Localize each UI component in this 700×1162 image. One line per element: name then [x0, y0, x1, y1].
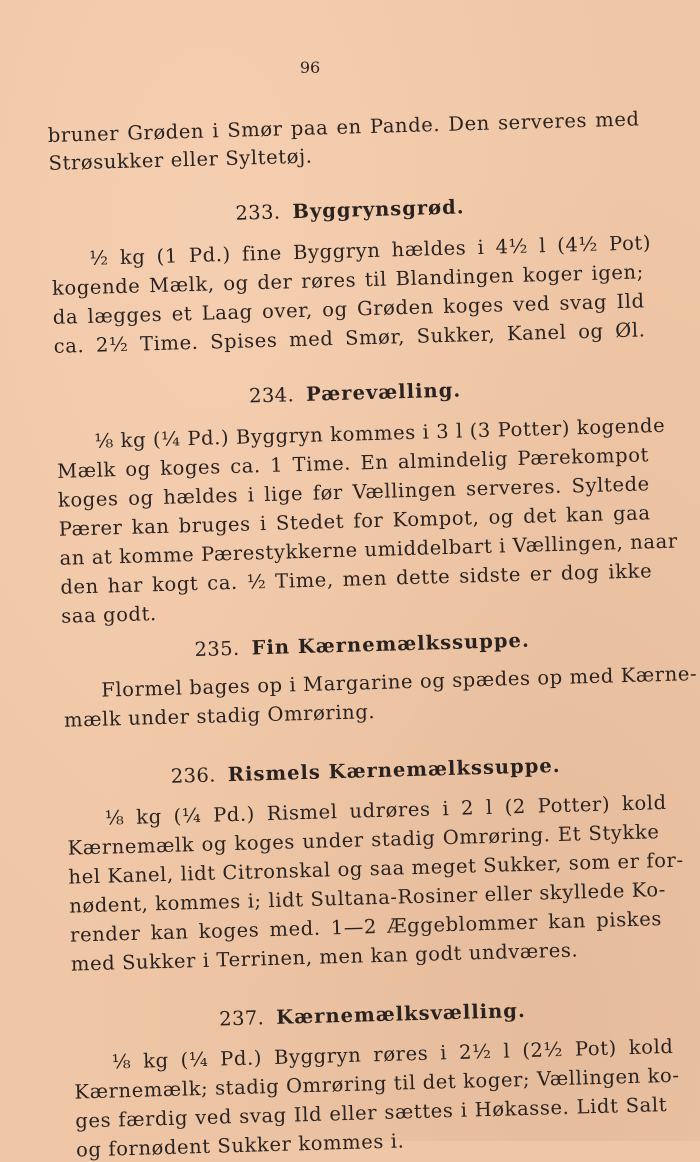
recipe-number: 236.	[170, 763, 217, 788]
recipe-line: og fornødent Sukker kommes i.	[75, 1129, 405, 1162]
recipe-title: Rismels Kærnemælkssuppe.	[227, 753, 561, 787]
page-number: 96	[299, 58, 321, 77]
recipe-number: 233.	[235, 200, 281, 225]
recipe-line: Kærnemælk og koges under stadig Omrøring. Et Stykke	[67, 820, 660, 860]
recipe-line: Mælk og koges ca. 1 Time. En almindelig Pærekompot	[56, 443, 650, 483]
recipe-number: 237.	[218, 1006, 265, 1031]
recipe-title: Fin Kærnemælkssuppe.	[251, 628, 531, 660]
recipe-line: koges og hældes i lige før Vællingen serveres. Syltede	[57, 472, 651, 512]
recipe-line: Pærer kan bruges i Stedet for Kompot, og det kan gaa	[58, 501, 651, 541]
intro-line: bruner Grøden i Smør paa en Pande. Den serveres med	[47, 107, 640, 147]
recipe-line: Kærnemælk; stadig Omrøring til det koger; Vællingen ko-	[74, 1063, 680, 1104]
recipe-line: render kan koges med. 1—2 Æggeblommer kan piskes	[69, 907, 663, 947]
recipe-heading-233	[50, 190, 650, 230]
recipe-heading-235	[62, 625, 662, 665]
recipe-heading-237	[72, 995, 672, 1035]
recipe-title: Byggrynsgrød.	[292, 195, 465, 224]
recipe-line: saa godt.	[60, 602, 158, 628]
recipe-line: nødent, kommes i; lidt Sultana-Rosiner eller skyllede Ko-	[68, 877, 667, 918]
intro-line: Strøsukker eller Syltetøj.	[48, 144, 313, 175]
recipe-line: Flormel bages op i Margarine og spædes op med Kærne-	[100, 662, 698, 702]
recipe-line: an at komme Pærestykkerne umiddelbart i Vællingen, naar	[59, 529, 679, 570]
recipe-line: kogende Mælk, og der røres til Blandingen koger igen;	[51, 260, 645, 300]
recipe-title: Kærnemælksvælling.	[275, 998, 527, 1029]
recipe-heading-234	[55, 373, 655, 413]
recipe-line: ½ kg (1 Pd.) fine Byggryn hældes i 4½ l (4½ Pot)	[88, 231, 652, 270]
recipe-line: ges færdig ved svag Ild eller sættes i Høkasse. Lidt Salt	[74, 1093, 668, 1133]
recipe-title: Pærevælling.	[305, 378, 462, 406]
recipe-line: ⅛ kg (¼ Pd.) Byggryn kommes i 3 l (3 Potter) kogende	[94, 413, 666, 453]
recipe-heading-236	[65, 751, 665, 791]
recipe-number: 234.	[248, 383, 295, 408]
recipe-line: hel Kanel, lidt Citronskal og saa meget Sukker, som er for-	[68, 848, 684, 889]
recipe-line: ca. 2½ Time. Spises med Smør, Sukker, Kanel og Øl.	[53, 318, 646, 358]
recipe-line: ⅛ kg (¼ Pd.) Rismel udrøres i 2 l (2 Potter) kold	[104, 790, 667, 830]
recipe-number: 235.	[194, 636, 240, 662]
recipe-line: med Sukker i Terrinen, men kan godt undværes.	[70, 938, 579, 976]
recipe-line: mælk under stadig Omrøring.	[63, 700, 376, 732]
recipe-line: da lægges et Laag over, og Grøden koges ved svag Ild	[52, 289, 645, 329]
recipe-line: den har kogt ca. ½ Time, men dette sidste er dog ikke	[60, 559, 653, 599]
recipe-line: ⅛ kg (¼ Pd.) Byggryn røres i 2½ l (2½ Pot) kold	[111, 1034, 674, 1074]
